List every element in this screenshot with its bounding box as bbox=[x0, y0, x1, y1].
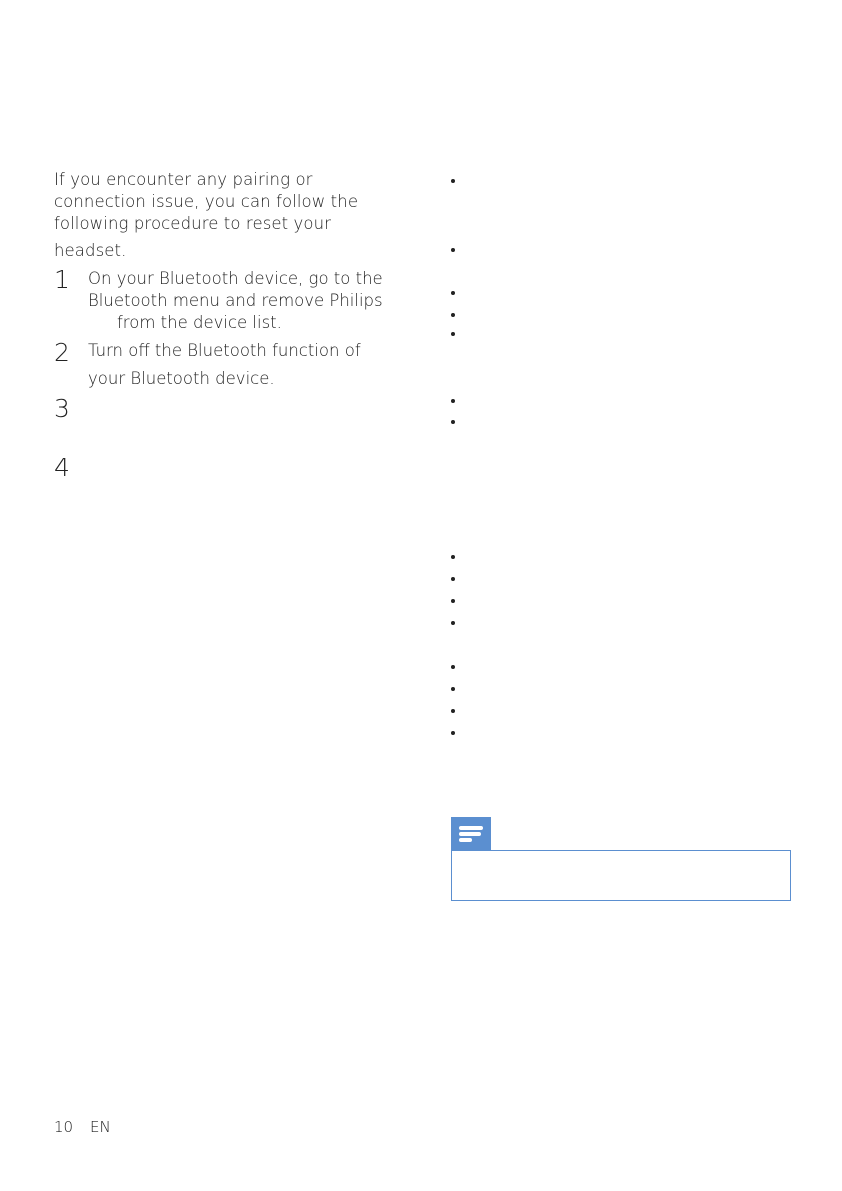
bullet-marker bbox=[451, 399, 455, 403]
language-code: EN bbox=[90, 1118, 111, 1136]
note-icon-line bbox=[459, 838, 472, 842]
bullet-marker bbox=[451, 291, 455, 295]
bullet-marker bbox=[451, 687, 455, 691]
step-text: Bluetooth menu and remove Philips bbox=[88, 291, 383, 310]
step-number: 1 bbox=[54, 265, 70, 294]
bullet-marker bbox=[451, 665, 455, 669]
intro-line: connection issue, you can follow the bbox=[54, 192, 359, 211]
note-box bbox=[451, 850, 791, 901]
step-text: from the device list. bbox=[117, 313, 282, 332]
note-icon bbox=[451, 817, 491, 851]
note-icon-line bbox=[459, 826, 483, 830]
bullet-marker bbox=[451, 621, 455, 625]
step-text: On your Bluetooth device, go to the bbox=[88, 269, 383, 288]
bullet-marker bbox=[451, 599, 455, 603]
step-text: your Bluetooth device. bbox=[88, 369, 275, 388]
bullet-marker bbox=[451, 313, 455, 317]
step-text: Turn off the Bluetooth function of bbox=[88, 341, 361, 360]
intro-line: headset. bbox=[54, 241, 127, 260]
bullet-marker bbox=[451, 555, 455, 559]
intro-line: If you encounter any pairing or bbox=[54, 170, 313, 189]
bullet-marker bbox=[451, 420, 455, 424]
intro-line: following procedure to reset your bbox=[54, 214, 332, 233]
bullet-marker bbox=[451, 248, 455, 252]
bullet-marker bbox=[451, 731, 455, 735]
bullet-marker bbox=[451, 577, 455, 581]
bullet-marker bbox=[451, 179, 455, 183]
bullet-marker bbox=[451, 709, 455, 713]
bullet-marker bbox=[451, 332, 455, 336]
page-number: 10 bbox=[54, 1118, 74, 1136]
note-icon-line bbox=[459, 832, 481, 836]
step-number: 3 bbox=[54, 394, 70, 423]
step-number: 2 bbox=[54, 338, 70, 367]
step-number: 4 bbox=[54, 453, 70, 482]
